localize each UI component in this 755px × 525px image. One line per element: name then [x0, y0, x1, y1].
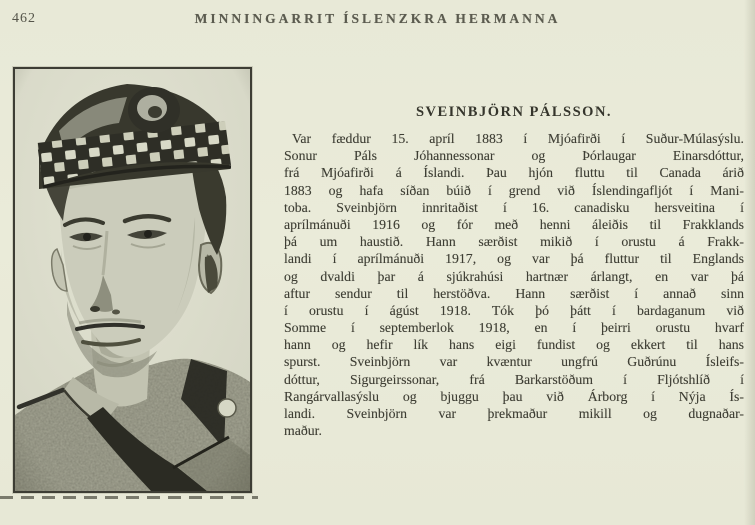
running-header: MINNINGARRIT ÍSLENZKRA HERMANNA: [194, 11, 561, 26]
article-body: [284, 130, 744, 439]
text-line: dóttur, Sigurgeirssonar, frá Barkarstöðum í Fljótshlíð í: [284, 371, 744, 387]
portrait-photo: [13, 67, 252, 493]
soldier-portrait-illustration: [15, 69, 250, 491]
text-line: landi. Sveinbjörn var þrekmaður mikill og dugnaðar-: [284, 406, 744, 421]
article-title: SVEINBJÖRN PÁLSSON.: [415, 104, 613, 120]
text-line: í orustu í ágúst 1918. Tók þó þátt í bardaganum við: [284, 302, 744, 318]
article: [284, 104, 744, 439]
text-line: og dvaldi þar á sjúkrahúsi hartnær árlangt, en var þá: [284, 268, 744, 284]
page-edge-shadow: [744, 0, 755, 525]
photo-bottom-scan-artifact: [0, 496, 258, 499]
text-line: frá Mjóafirði á Íslandi. Þau hjón fluttu til Canada árið: [284, 165, 744, 181]
page-number: 462: [12, 11, 36, 26]
text-line: Somme í septemberlok 1918, en í þeirri orustu hvarf: [284, 320, 744, 336]
text-line: aftur sendur til herstöðva. Hann særðist í annað sinn: [284, 285, 744, 301]
photo-vignette: [15, 69, 250, 491]
text-line: spurst. Sveinbjörn var kvæntur ungfrú Guðrúnu Ísleifs-: [284, 354, 744, 370]
text-line: hann og hefir lík hans eigi fundist og ekkert til hans: [284, 337, 744, 353]
text-line: toba. Sveinbjörn innritaðist í 16. canadisku hersveitina í: [284, 199, 744, 215]
text-line: landi í aprílmánuði 1917, og var þá fluttur til Englands: [284, 251, 744, 267]
text-line: maður.: [284, 423, 322, 439]
text-line: 1883 og hafa síðan búið í grend við Íslendingafljót í Mani-: [284, 182, 744, 198]
text-line: Rangárvallasýslu og bjuggu þau við Árborg í Nýja Ís-: [284, 388, 744, 404]
text-line: aprílmánuði 1916 og fór með henni áleiðis til Frakklands: [284, 216, 744, 232]
text-line: þá um haustið. Hann særðist mikið í orustu á Frakk-: [284, 234, 744, 250]
text-line: Var fæddur 15. apríl 1883 í Mjóafirði í Suður-Múlasýslu.: [292, 131, 744, 146]
text-line: Sonur Páls Jóhannessonar og Þórlaugar Einarsdóttur,: [284, 148, 744, 164]
